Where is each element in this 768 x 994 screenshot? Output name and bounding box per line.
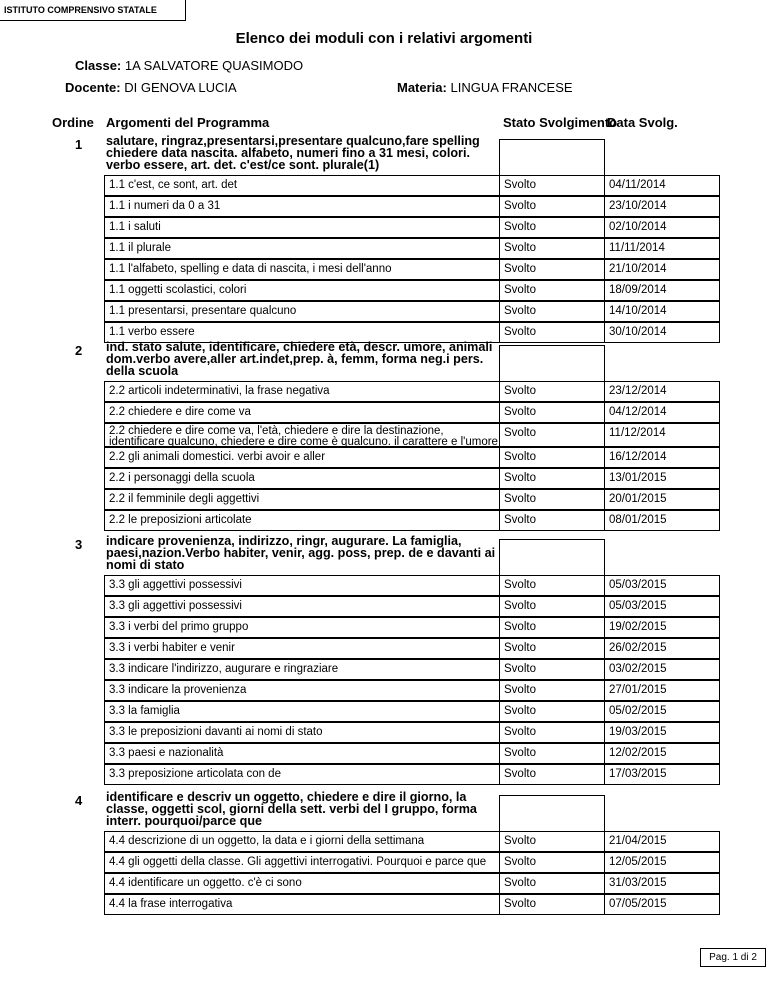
module-number: 4: [75, 793, 83, 808]
argomento-cell: 2.2 gli animali domestici. verbi avoir e aller: [104, 447, 500, 468]
table-row: [0, 680, 768, 701]
stato-cell: Svolto: [499, 468, 605, 489]
stato-cell: Svolto: [499, 510, 605, 531]
table-row: [0, 596, 768, 617]
table-row: [0, 873, 768, 894]
data-cell: 05/03/2015: [604, 575, 720, 596]
module-title: identificare e descriv un oggetto, chiedere e dire il giorno, la classe, oggetti scol, giorni della sett. verbi del I gruppo, forma interr. pourquoi/parce que: [106, 790, 477, 828]
data-cell: 11/12/2014: [604, 423, 720, 447]
stato-cell: Svolto: [499, 596, 605, 617]
argomento-cell: 2.2 articoli indeterminativi, la frase negativa: [104, 381, 500, 402]
col-argomenti: Argomenti del Programma: [106, 115, 270, 130]
table-row: [0, 259, 768, 280]
stato-cell: Svolto: [499, 852, 605, 873]
data-cell: 27/01/2015: [604, 680, 720, 701]
classe-label: Classe:: [75, 58, 122, 73]
argomento-cell: 3.3 indicare la provenienza: [104, 680, 500, 701]
module-title-box: [104, 535, 500, 573]
col-data: Data Svolg.: [607, 115, 678, 130]
stato-cell: Svolto: [499, 301, 605, 322]
materia-label: Materia:: [397, 80, 447, 95]
module-number: 3: [75, 537, 83, 552]
module-title: indicare provenienza, indirizzo, ringr, augurare. La famiglia, paesi,nazion.Verbo habiter, venir, agg. poss, prep. de e davanti ai nomi di stato: [106, 534, 496, 572]
data-cell: 23/10/2014: [604, 196, 720, 217]
argomento-cell: 3.3 la famiglia: [104, 701, 500, 722]
argomento-cell: 4.4 descrizione di un oggetto, la data e i giorni della settimana: [104, 831, 500, 852]
argomento-cell: 1.1 i numeri da 0 a 31: [104, 196, 500, 217]
stato-cell: Svolto: [499, 175, 605, 196]
stato-cell: Svolto: [499, 280, 605, 301]
table-row: [0, 447, 768, 468]
data-cell: 14/10/2014: [604, 301, 720, 322]
data-cell: 02/10/2014: [604, 217, 720, 238]
data-cell: 16/12/2014: [604, 447, 720, 468]
argomento-cell: 3.3 gli aggettivi possessivi: [104, 575, 500, 596]
stato-cell: Svolto: [499, 259, 605, 280]
table-row: [0, 423, 768, 447]
module-title-box: [104, 135, 500, 173]
stato-cell: Svolto: [499, 617, 605, 638]
data-cell: 05/02/2015: [604, 701, 720, 722]
argomento-cell: 1.1 il plurale: [104, 238, 500, 259]
module-empty-cell: [499, 139, 605, 176]
argomento-cell: 2.2 i personaggi della scuola: [104, 468, 500, 489]
table-row: [0, 217, 768, 238]
argomento-cell: 3.3 preposizione articolata con de: [104, 764, 500, 785]
data-cell: 26/02/2015: [604, 638, 720, 659]
argomento-cell: 3.3 i verbi habiter e venir: [104, 638, 500, 659]
table-row: [0, 402, 768, 423]
data-cell: 12/02/2015: [604, 743, 720, 764]
data-cell: 31/03/2015: [604, 873, 720, 894]
data-cell: 11/11/2014: [604, 238, 720, 259]
table-row: [0, 743, 768, 764]
data-cell: 04/11/2014: [604, 175, 720, 196]
table-row: [0, 722, 768, 743]
table-row: [0, 617, 768, 638]
stato-cell: Svolto: [499, 701, 605, 722]
stato-cell: Svolto: [499, 575, 605, 596]
stato-cell: Svolto: [499, 659, 605, 680]
module-title-box: [104, 341, 500, 379]
table-row: [0, 381, 768, 402]
argomento-cell: 3.3 i verbi del primo gruppo: [104, 617, 500, 638]
stato-cell: Svolto: [499, 381, 605, 402]
module-title: salutare, ringraz,presentarsi,presentare qualcuno,fare spelling chiedere data nascita. alfabeto, numeri fino a 31 mesi, colori. verbo essere, art. det. c'est/ce sont. plurale(1): [106, 134, 480, 172]
table-row: [0, 510, 768, 531]
table-row: [0, 196, 768, 217]
argomento-cell: 3.3 paesi e nazionalità: [104, 743, 500, 764]
classe-line: [75, 58, 303, 73]
stato-cell: Svolto: [499, 743, 605, 764]
argomento-cell: 1.1 oggetti scolastici, colori: [104, 280, 500, 301]
table-row: [0, 831, 768, 852]
stato-cell: Svolto: [499, 764, 605, 785]
table-row: [0, 575, 768, 596]
stato-cell: Svolto: [499, 217, 605, 238]
materia-value: LINGUA FRANCESE: [450, 80, 573, 95]
stato-cell: Svolto: [499, 489, 605, 510]
data-cell: 04/12/2014: [604, 402, 720, 423]
argomento-cell: 1.1 i saluti: [104, 217, 500, 238]
module-number: 1: [75, 137, 83, 152]
stato-cell: Svolto: [499, 638, 605, 659]
module-empty-cell: [499, 795, 605, 832]
module-title: ind. stato salute, identificare, chiedere età, descr. umore, animali dom.verbo avere,aller art.indet,prep. à, femm, forma neg.i pers. della scuola: [106, 340, 493, 378]
table-row: [0, 638, 768, 659]
page-title: Elenco dei moduli con i relativi argomenti: [235, 30, 533, 47]
data-cell: 12/05/2015: [604, 852, 720, 873]
argomento-cell: 1.1 c'est, ce sont, art. det: [104, 175, 500, 196]
stato-cell: Svolto: [499, 402, 605, 423]
table-row: [0, 852, 768, 873]
page-number: Pag. 1 di 2: [700, 948, 766, 967]
module-empty-cell: [499, 539, 605, 576]
table-row: [0, 301, 768, 322]
school-label: ISTITUTO COMPRENSIVO STATALE: [0, 0, 186, 21]
data-cell: 30/10/2014: [604, 322, 720, 343]
table-row: [0, 701, 768, 722]
table-row: [0, 764, 768, 785]
argomento-cell: 2.2 chiedere e dire come va, l'età, chiedere e dire la destinazione, identificare qualcuno, chiedere e dire come è qualcuno. il carattere e l'umore: [104, 423, 500, 447]
stato-cell: Svolto: [499, 873, 605, 894]
data-cell: 08/01/2015: [604, 510, 720, 531]
data-cell: 05/03/2015: [604, 596, 720, 617]
argomento-cell: 4.4 la frase interrogativa: [104, 894, 500, 915]
table-row: [0, 489, 768, 510]
data-cell: 23/12/2014: [604, 381, 720, 402]
data-cell: 18/09/2014: [604, 280, 720, 301]
docente-line: [65, 80, 237, 95]
stato-cell: Svolto: [499, 831, 605, 852]
module-number: 2: [75, 343, 83, 358]
stato-cell: Svolto: [499, 894, 605, 915]
argomento-cell: 1.1 presentarsi, presentare qualcuno: [104, 301, 500, 322]
docente-label: Docente:: [65, 80, 121, 95]
argomento-cell: 3.3 gli aggettivi possessivi: [104, 596, 500, 617]
table-row: [0, 238, 768, 259]
module-empty-cell: [499, 345, 605, 382]
table-row: [0, 468, 768, 489]
materia-line: [397, 80, 573, 95]
argomento-cell: 2.2 le preposizioni articolate: [104, 510, 500, 531]
data-cell: 17/03/2015: [604, 764, 720, 785]
module-title-box: [104, 791, 500, 829]
stato-cell: Svolto: [499, 680, 605, 701]
data-cell: 07/05/2015: [604, 894, 720, 915]
docente-value: DI GENOVA LUCIA: [124, 80, 237, 95]
stato-cell: Svolto: [499, 322, 605, 343]
table-row: [0, 280, 768, 301]
table-row: [0, 894, 768, 915]
stato-cell: Svolto: [499, 423, 605, 447]
stato-cell: Svolto: [499, 722, 605, 743]
stato-cell: Svolto: [499, 238, 605, 259]
data-cell: 20/01/2015: [604, 489, 720, 510]
col-ordine: Ordine: [52, 115, 94, 130]
data-cell: 19/02/2015: [604, 617, 720, 638]
stato-cell: Svolto: [499, 447, 605, 468]
argomento-cell: 2.2 chiedere e dire come va: [104, 402, 500, 423]
col-stato: Stato Svolgimento: [503, 115, 618, 130]
data-cell: 19/03/2015: [604, 722, 720, 743]
argomento-cell: 1.1 l'alfabeto, spelling e data di nascita, i mesi dell'anno: [104, 259, 500, 280]
data-cell: 21/10/2014: [604, 259, 720, 280]
data-cell: 03/02/2015: [604, 659, 720, 680]
argomento-cell: 3.3 le preposizioni davanti ai nomi di stato: [104, 722, 500, 743]
data-cell: 13/01/2015: [604, 468, 720, 489]
argomento-cell: 3.3 indicare l'indirizzo, augurare e ringraziare: [104, 659, 500, 680]
stato-cell: Svolto: [499, 196, 605, 217]
argomento-cell: 4.4 identificare un oggetto. c'è ci sono: [104, 873, 500, 894]
classe-value: 1A SALVATORE QUASIMODO: [124, 58, 304, 73]
argomento-cell: 4.4 gli oggetti della classe. Gli aggettivi interrogativi. Pourquoi e parce que: [104, 852, 500, 873]
table-row: [0, 659, 768, 680]
argomento-cell: 1.1 verbo essere: [104, 322, 500, 343]
table-row: [0, 175, 768, 196]
data-cell: 21/04/2015: [604, 831, 720, 852]
argomento-cell: 2.2 il femminile degli aggettivi: [104, 489, 500, 510]
